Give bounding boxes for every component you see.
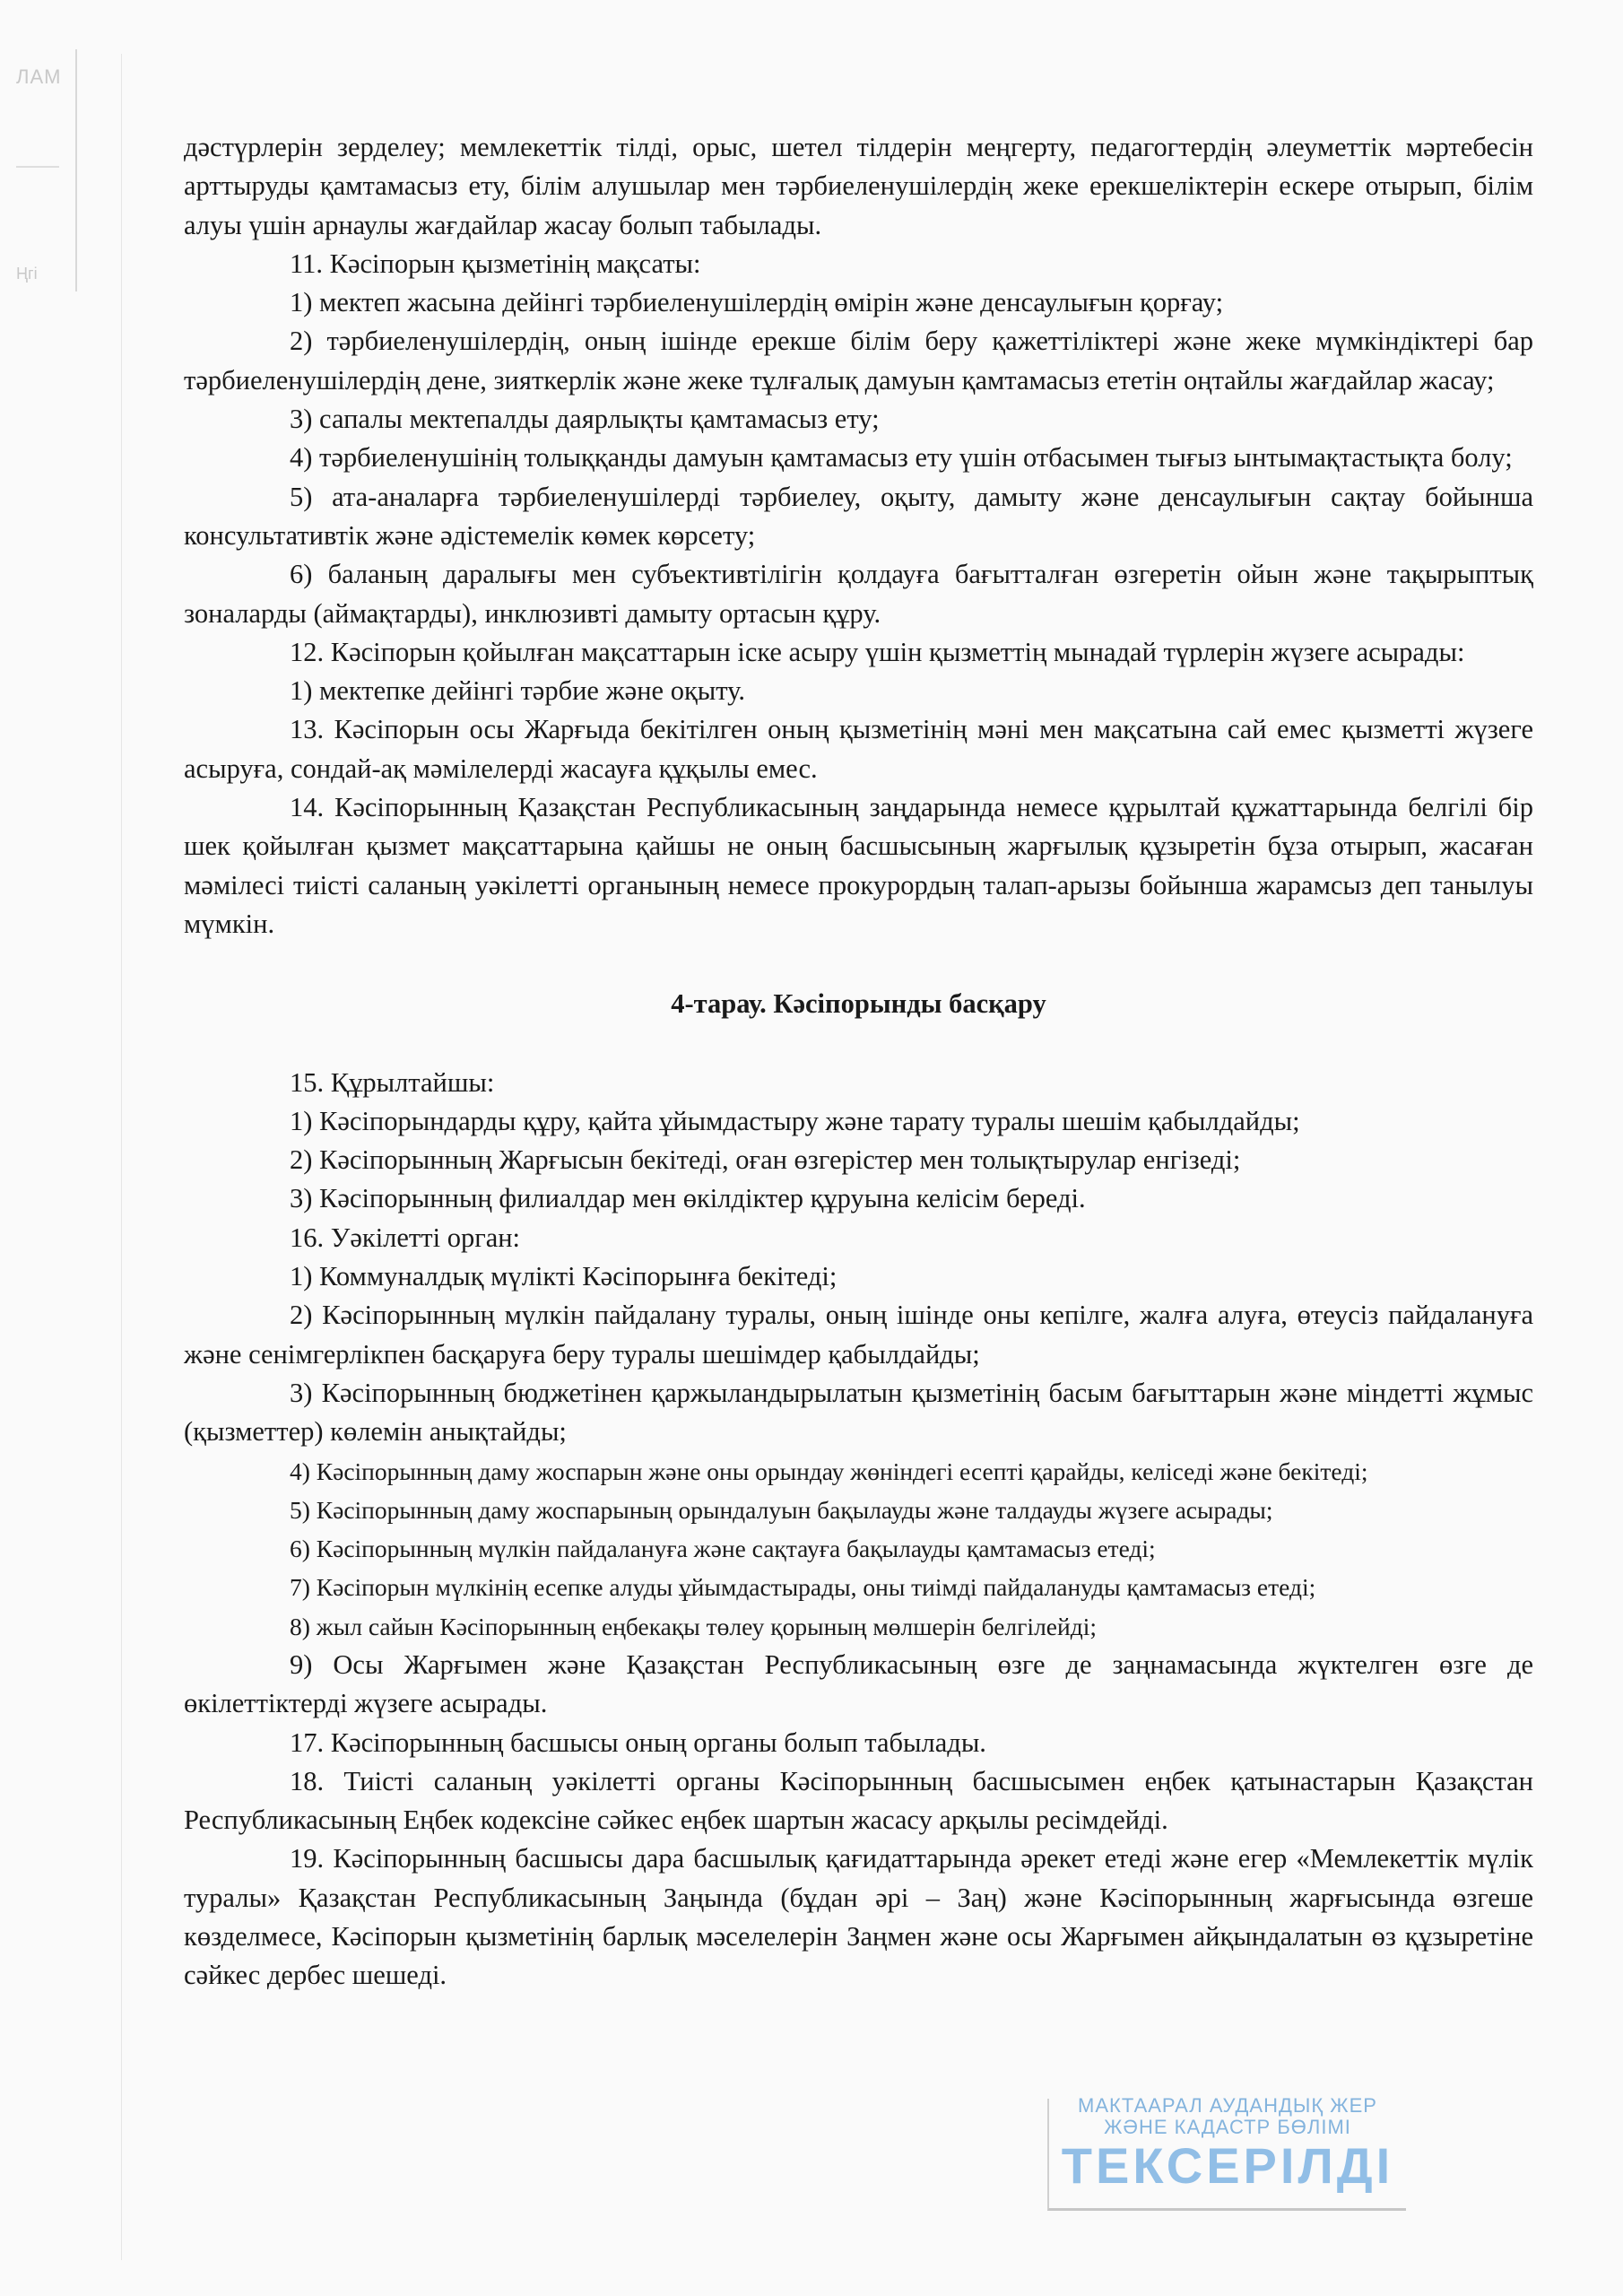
paragraph: 5) ата-аналарға тәрбиеленушілерді тәрбиелеу, оқыту, дамыту және денсаулығын сақтау бойынша консультативтік және әдістемелік көмек көрсету;: [184, 481, 1533, 551]
paragraph: 2) Кәсіпорынның Жарғысын бекітеді, оған өзгерістер мен толықтырулар енгізеді;: [290, 1144, 1241, 1176]
scan-fold-line: [121, 54, 122, 2260]
paragraph: 11. Кәсіпорын қызметінің мақсаты:: [290, 248, 701, 279]
document-page: [184, 128, 1533, 1996]
paragraph: 8) жыл сайын Кәсіпорынның еңбекақы төлеу қорының мөлшерін белгілейді;: [290, 1612, 1097, 1640]
paragraph: 19. Кәсіпорынның басшысы дара басшылық қағидаттарында әрекет етеді және егер «Мемлекеттік мүлік туралы» Қазақстан Республикасының Заңында (бұдан әрі – Заң) және Кәсіпорынның жарғысында өзгеше көзделмесе, Кәсіпорын қызметінің барлық мәселелерін Заңмен және осы Жарғымен айқындалатын өз құзыретіне сәйкес дербес шешеді.: [184, 1843, 1533, 1991]
paragraph: 2) тәрбиеленушілердің, оның ішінде ерекше білім беру қажеттіліктері және жеке мүмкіндіктері бар тәрбиеленушілердің дене, зияткерлік және жеке тұлғалық дамуын қамтамасыз ететін оңтайлы жағдайлар жасау;: [184, 326, 1533, 396]
paragraph: 16. Уәкілетті орган:: [290, 1222, 521, 1253]
paragraph: 18. Тиісті саланың уәкілетті органы Кәсіпорынның басшысымен еңбек қатынастарын Қазақстан Республикасының Еңбек кодексіне сәйкес еңбек шартын жасасу арқылы ресімдейді.: [184, 1765, 1533, 1836]
stamp-line-1: МАКТААРАЛ АУДАНДЫҚ ЖЕР: [1078, 2094, 1377, 2117]
paragraph: 7) Кәсіпорын мүлкінің есепке алуды ұйымдастырады, оны тиімді пайдалануды қамтамасыз етеді;: [290, 1573, 1316, 1602]
paragraph: 1) мектепке дейінгі тәрбие және оқыту.: [290, 675, 746, 707]
verification-stamp: [1047, 2094, 1406, 2211]
margin-rule: [16, 166, 59, 168]
paragraph: 1) мектеп жасына дейінгі тәрбиеленушілердің өмірін және денсаулығын қорғау;: [290, 287, 1224, 318]
paragraph: 4) тәрбиеленушінің толыққанды дамуын қамтамасыз ету үшін отбасымен тығыз ынтымақтастықта болу;: [290, 442, 1513, 474]
margin-bleed-through: [16, 49, 77, 291]
paragraph: 9) Осы Жарғымен және Қазақстан Республикасының өзге де заңнамасында жүктелген өзге де өкілеттіктерді жүзеге асырады.: [184, 1648, 1533, 1719]
paragraph: 1) Кәсіпорындарды құру, қайта ұйымдастыру және тарату туралы шешім қабылдайды;: [290, 1105, 1300, 1136]
paragraph: 13. Кәсіпорын осы Жарғыда бекітілген оның қызметінің мәні мен мақсатына сай емес қызметті жүзеге асыруға, сондай-ақ мәмілелерді жасауға құқылы емес.: [184, 714, 1533, 784]
paragraph: 2) Кәсіпорынның мүлкін пайдалану туралы, оның ішінде оны кепілге, жалға алуға, өтеусіз пайдалануға және сенімгерлікпен басқаруға беру туралы шешімдер қабылдайды;: [184, 1300, 1533, 1370]
margin-text-bottom: Ңгі: [16, 265, 38, 283]
section-heading: 4-тарау. Кәсіпорынды басқару: [671, 988, 1046, 1020]
stamp-line-2: ЖӘНЕ КАДАСТР БӨЛІМІ: [1104, 2116, 1351, 2138]
paragraph: 4) Кәсіпорынның даму жоспарын және оны орындау жөніндегі есепті қарайды, келіседі және бекітеді;: [290, 1457, 1368, 1485]
paragraph: 15. Құрылтайшы:: [290, 1066, 495, 1098]
paragraph: 14. Кәсіпорынның Қазақстан Республикасының заңдарында немесе құрылтай құжаттарында белгілі бір шек қойылған қызмет мақсаттарына қайшы не оның басшысының жарғылық құзыретін бұза отырып, жасаған мәмілесі тиісті саланың уәкілетті органының немесе прокурордың талап-арызы бойынша жарамсыз деп танылуы мүмкін.: [184, 792, 1533, 939]
paragraph: 17. Кәсіпорынның басшысы оның органы болып табылады.: [290, 1726, 986, 1758]
paragraph: 3) Кәсіпорынның бюджетінен қаржыландырылатын қызметінің басым бағыттарын және міндетті жұмыс (қызметтер) көлемін анықтайды;: [184, 1377, 1533, 1448]
paragraph: 3) сапалы мектепалды даярлықты қамтамасыз ету;: [290, 404, 880, 435]
paragraph: 5) Кәсіпорынның даму жоспарының орындалуын бақылауды және талдауды жүзеге асырады;: [290, 1495, 1273, 1524]
paragraph: дәстүрлерін зерделеу; мемлекеттік тілді, орыс, шетел тілдерін меңгерту, педагогтердің әлеуметтік мәртебесін арттыруды қамтамасыз ету, білім алушылар мен тәрбиеленушілердің жеке ерекшеліктерін ескере отырып, білім алуы үшін арнаулы жағдайлар жасау болып табылады.: [184, 132, 1533, 240]
paragraph: 1) Коммуналдық мүлікті Кәсіпорынға бекітеді;: [290, 1261, 838, 1292]
paragraph: 12. Кәсіпорын қойылған мақсаттарын іске асыру үшін қызметтің мынадай түрлерін жүзеге асырады:: [290, 636, 1465, 667]
stamp-verified-text: ТЕКСЕРІЛДІ: [1061, 2137, 1394, 2194]
paragraph: 6) баланың даралығы мен субъективтілігін қолдауға бағытталған өзгеретін ойын және тақырыптық зоналарды (аймақтарды), инклюзивті дамыту ортасын құру.: [184, 559, 1533, 629]
paragraph: 3) Кәсіпорынның филиалдар мен өкілдіктер құруына келісім береді.: [290, 1183, 1086, 1214]
paragraph: 6) Кәсіпорынның мүлкін пайдалануға және сақтауға бақылауды қамтамасыз етеді;: [290, 1535, 1156, 1563]
margin-text-top: ЛАМ: [16, 65, 62, 88]
